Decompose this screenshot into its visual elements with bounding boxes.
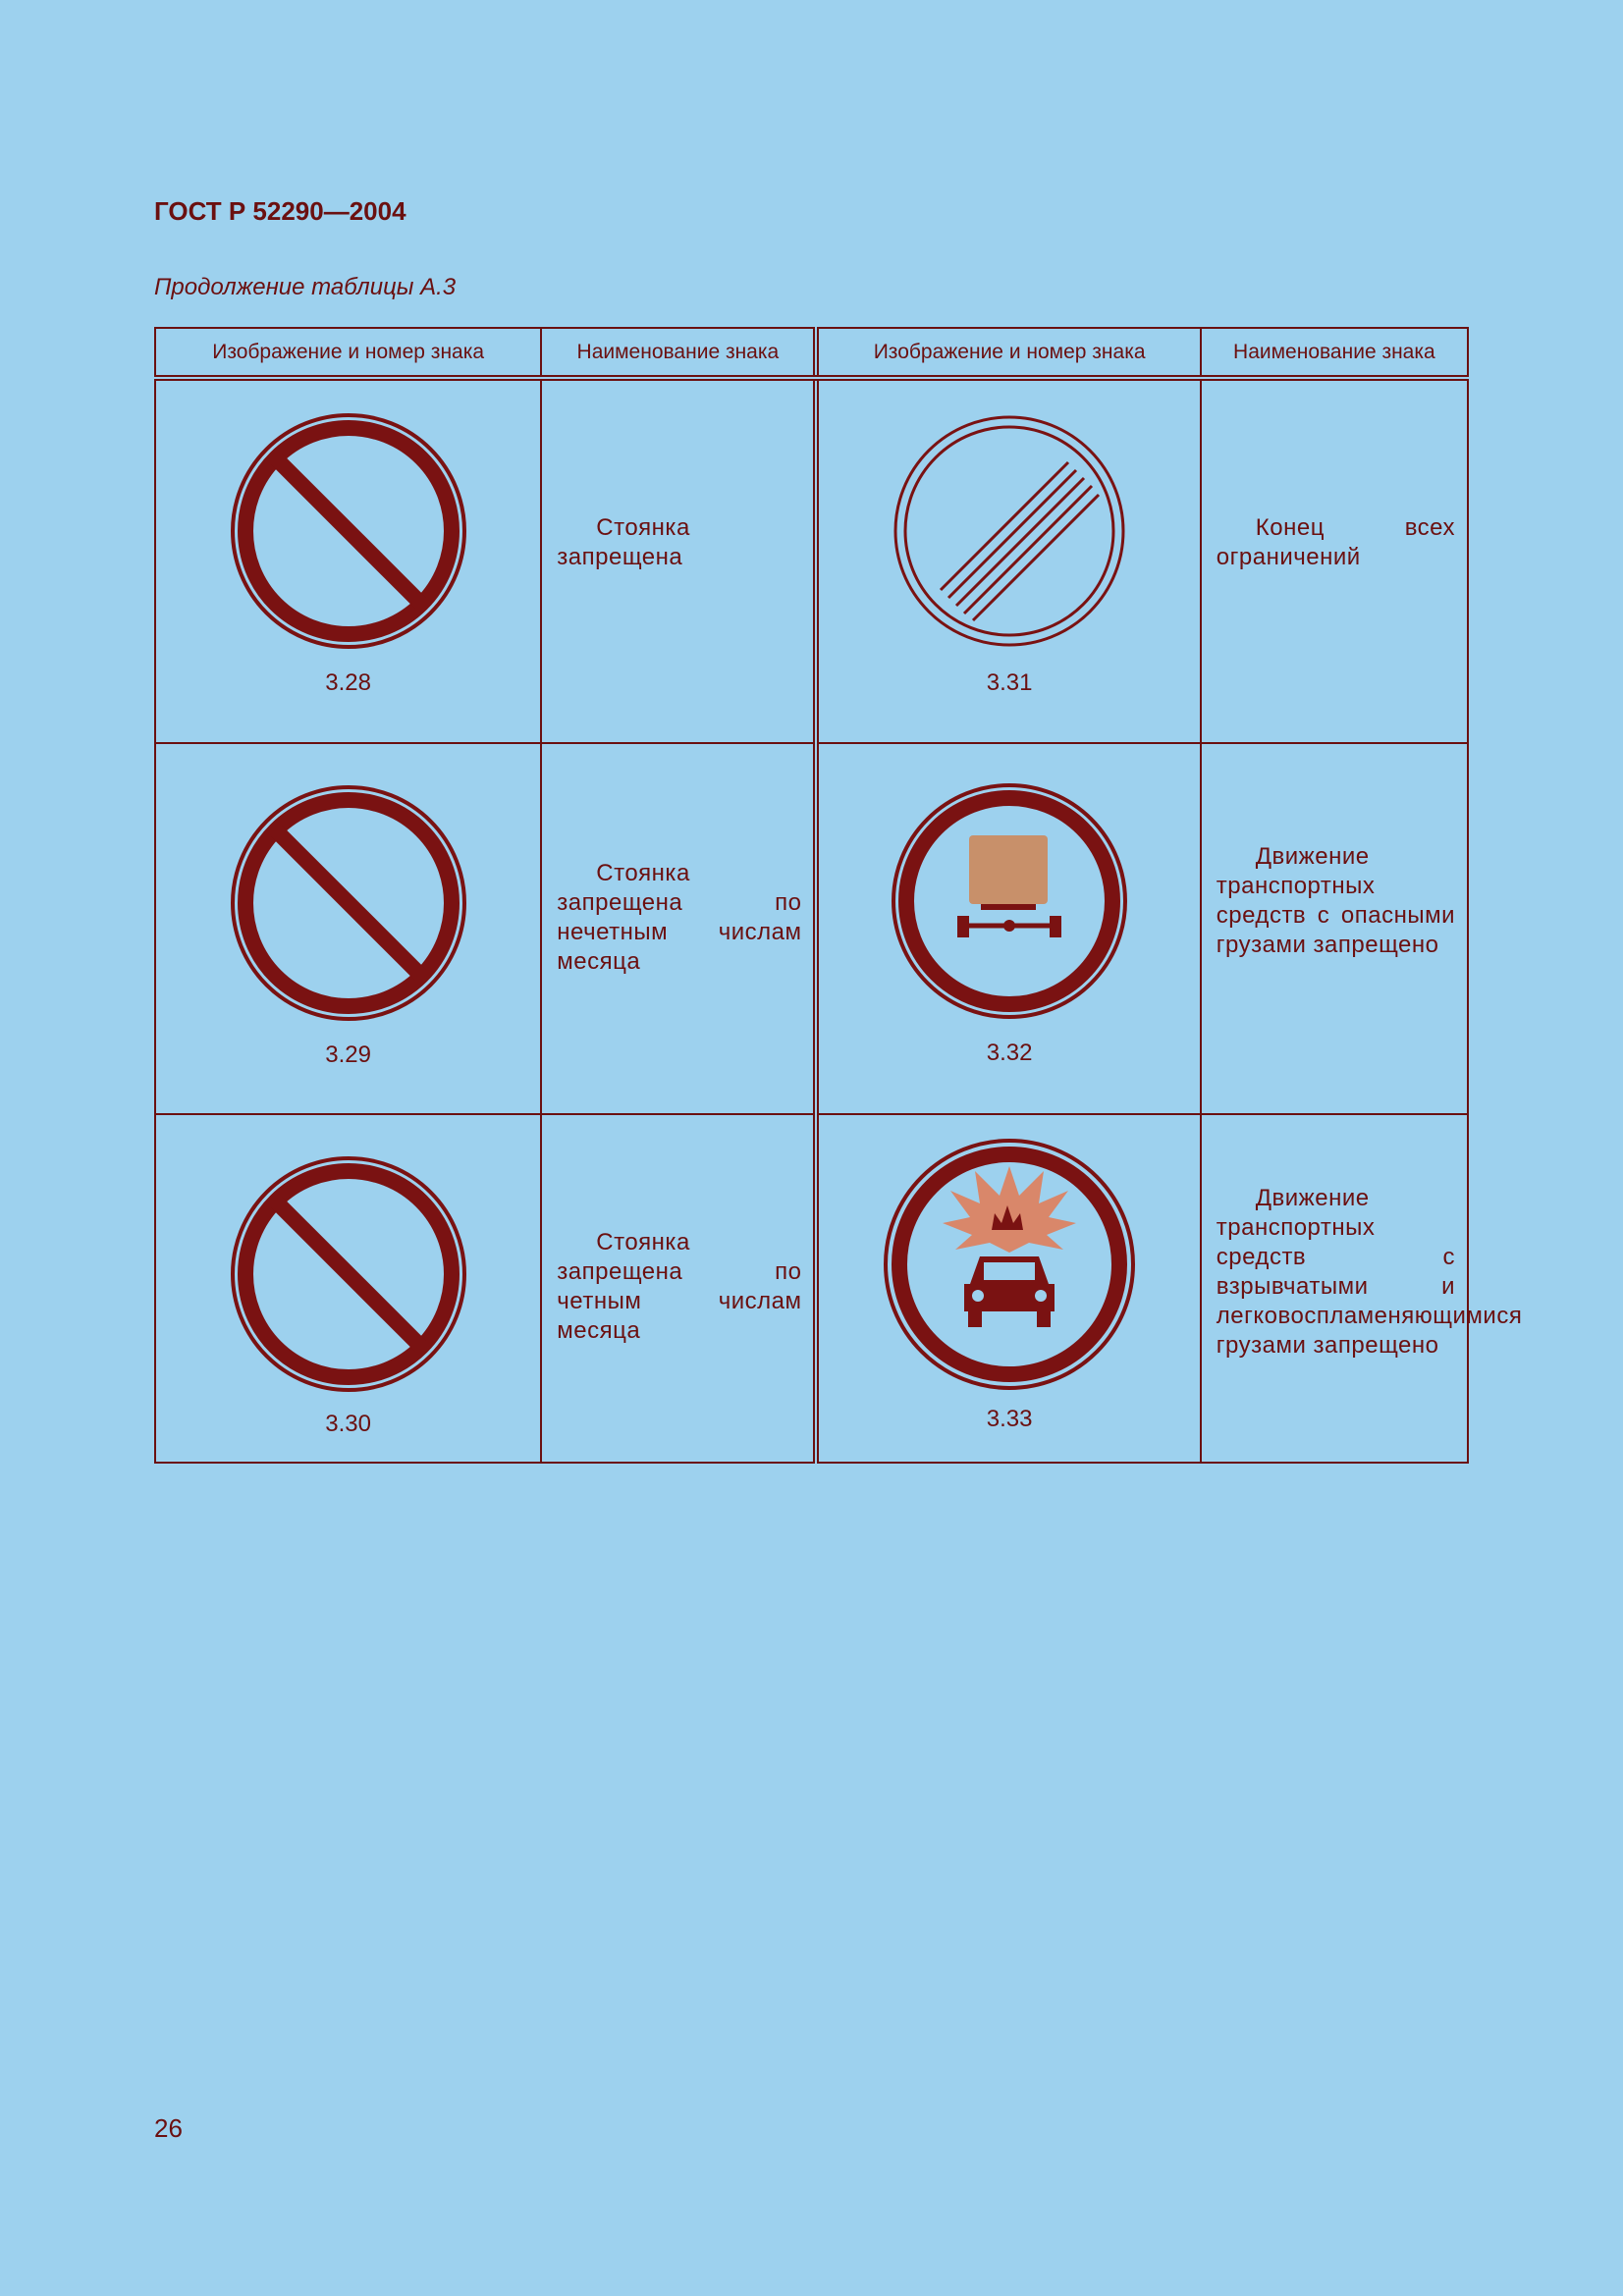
table-row	[155, 378, 1468, 743]
sign-name: Стоянка запрещена по четным числам месяца	[557, 1229, 802, 1344]
no-parking-odd-days-sign-icon	[226, 780, 471, 1026]
sign-number: 3.28	[325, 669, 371, 696]
flame-icon	[943, 1166, 1076, 1253]
sign-name-cell	[541, 378, 816, 743]
sign-cell	[816, 743, 1200, 1114]
sign-cell	[816, 1114, 1200, 1463]
header-image-number: Изображение и номер знака	[155, 328, 541, 378]
header-sign-name: Наименование знака	[541, 328, 816, 378]
sign-cell	[155, 743, 541, 1114]
sign-name-cell	[541, 743, 816, 1114]
document-header: ГОСТ Р 52290—2004	[154, 196, 406, 226]
sign-name: Конец всех ограничений	[1216, 514, 1455, 570]
table-caption: Продолжение таблицы А.3	[154, 274, 457, 300]
sign-name-cell	[1201, 1114, 1523, 1463]
table-header-row	[155, 328, 1468, 378]
no-dangerous-goods-sign-icon	[887, 778, 1132, 1024]
no-parking-sign-icon	[226, 408, 471, 654]
sign-name-cell	[1201, 743, 1468, 1114]
sign-number: 3.30	[325, 1411, 371, 1437]
sign-name: Стоянка запрещена	[557, 514, 690, 570]
sign-number: 3.29	[325, 1041, 371, 1068]
sign-number: 3.33	[986, 1406, 1033, 1432]
sign-name-cell	[541, 1114, 816, 1463]
sign-cell	[155, 1114, 541, 1463]
sign-name: Движение транспортных средств с опасными грузами запрещено	[1216, 843, 1455, 958]
signs-table	[154, 327, 1523, 1464]
table-row	[155, 743, 1468, 1114]
sign-cell	[816, 378, 1200, 743]
header-sign-name: Наименование знака	[1201, 328, 1468, 378]
sign-name-cell	[1201, 378, 1468, 743]
page-number: 26	[154, 2113, 183, 2143]
sign-number: 3.31	[986, 669, 1033, 696]
cargo-box-icon	[969, 835, 1048, 904]
sign-name: Стоянка запрещена по нечетным числам месяца	[557, 860, 802, 975]
end-of-all-restrictions-sign-icon	[887, 408, 1132, 654]
sign-number: 3.32	[986, 1040, 1033, 1066]
table-row	[155, 1114, 1468, 1463]
sign-cell	[155, 378, 541, 743]
no-explosive-goods-sign-icon	[882, 1137, 1137, 1392]
header-image-number: Изображение и номер знака	[816, 328, 1200, 378]
no-parking-even-days-sign-icon	[226, 1151, 471, 1397]
sign-name: Движение транспортных средств с взрывчатыми и легковоспламеняющимися грузами запрещено	[1216, 1185, 1523, 1359]
